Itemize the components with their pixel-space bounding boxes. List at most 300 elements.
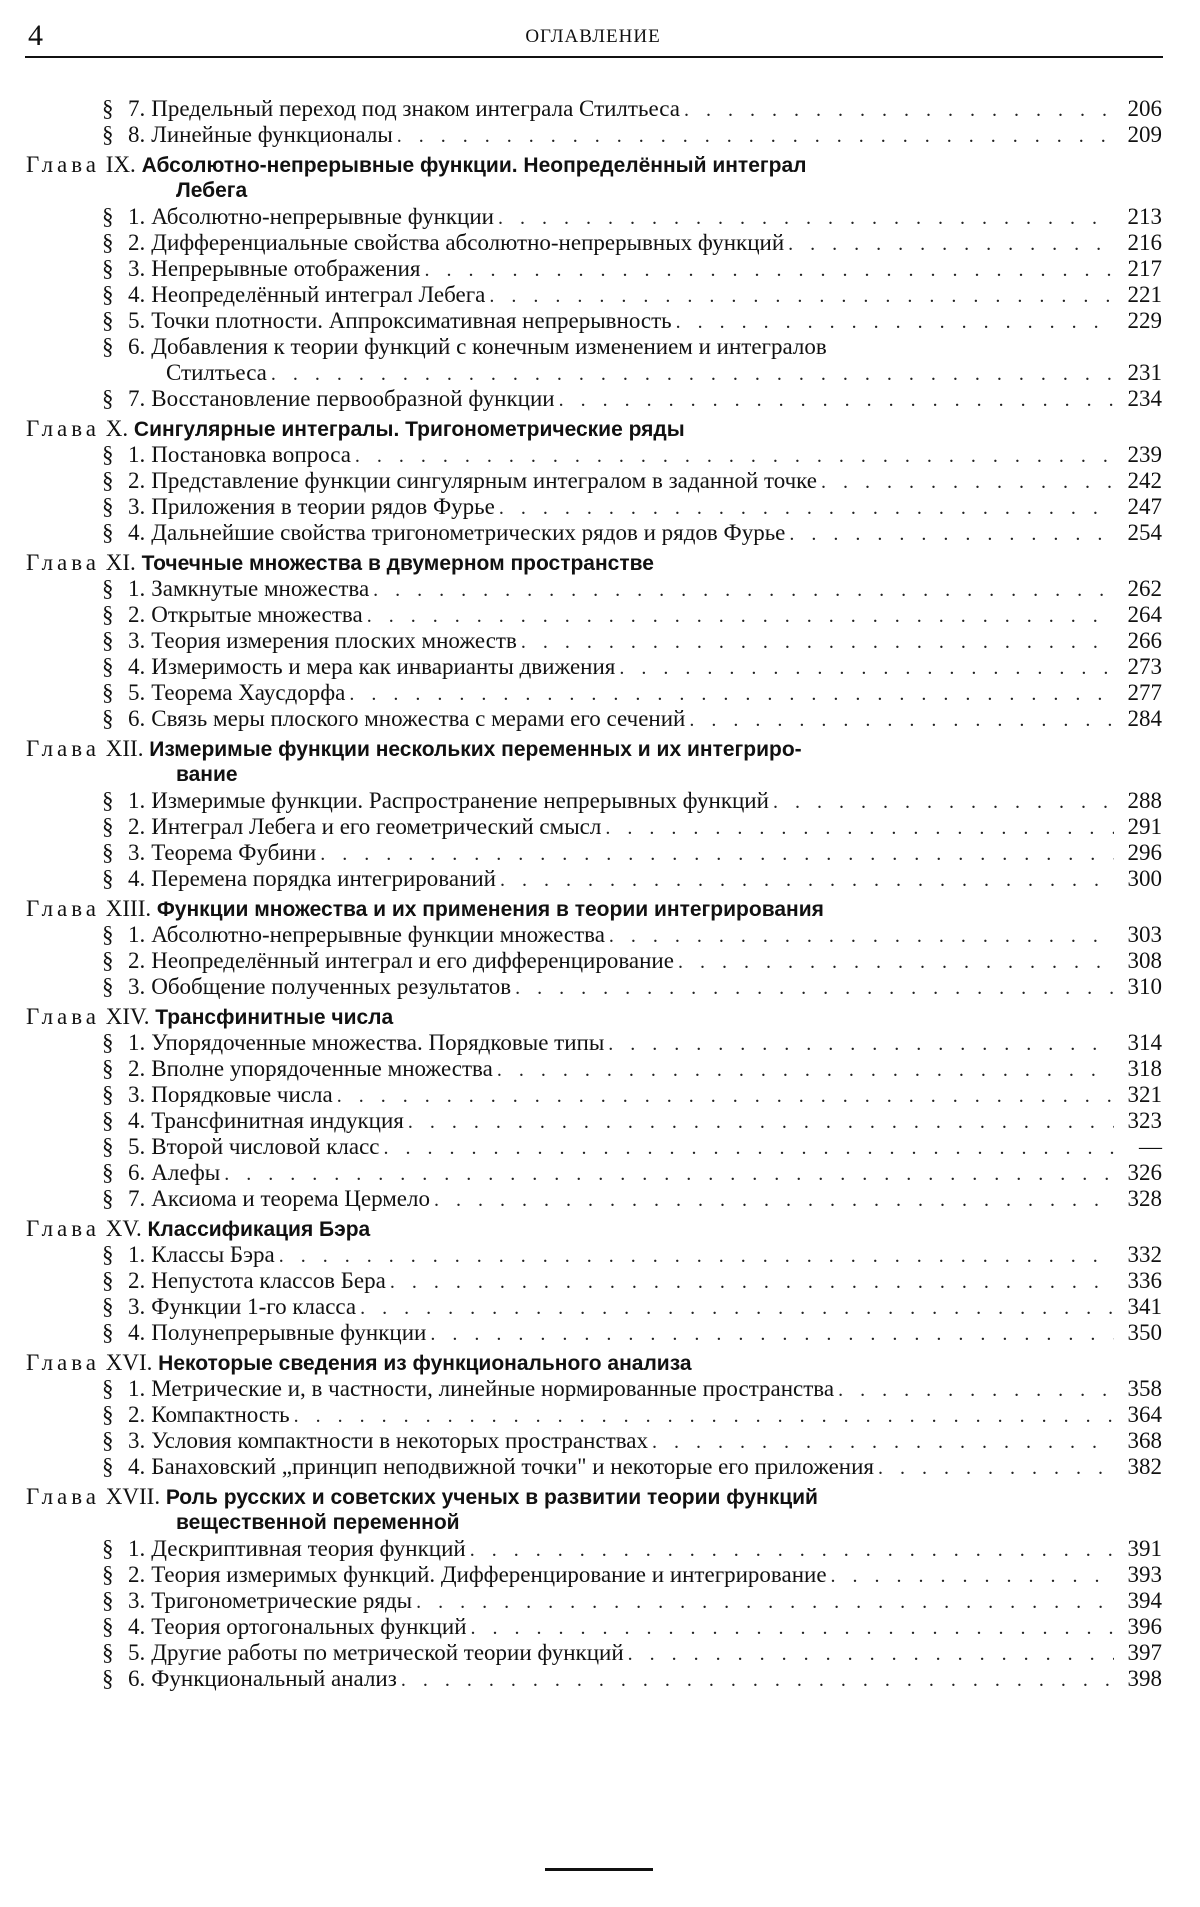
toc-entry	[26, 1402, 1162, 1428]
section-number: 1.	[128, 1030, 146, 1055]
page-number: 4	[28, 19, 43, 52]
chapter-label: Глава	[26, 1350, 101, 1375]
page-reference: 308	[1127, 948, 1162, 973]
page-reference: 336	[1127, 1268, 1162, 1293]
page-reference: 284	[1127, 706, 1162, 731]
dot-leader	[373, 577, 1114, 603]
dot-leader	[497, 1057, 1114, 1083]
page-reference: 300	[1127, 866, 1162, 891]
dot-leader	[789, 521, 1114, 547]
section-title: Интеграл Лебега и его геометрический смысл	[151, 814, 602, 839]
dot-leader	[360, 1295, 1114, 1321]
section-title: Теория ортогональных функций	[151, 1614, 467, 1639]
toc-entry	[26, 308, 1162, 334]
chapter-number: IX.	[105, 152, 136, 177]
section-title: Алефы	[151, 1160, 221, 1185]
page-reference: 364	[1127, 1402, 1162, 1427]
section-sign: §	[102, 628, 114, 653]
section-title: Дифференциальные свойства абсолютно-непрерывных функций	[151, 230, 785, 255]
section-sign: §	[102, 840, 114, 865]
page-reference: 273	[1127, 654, 1162, 679]
section-sign: §	[102, 230, 114, 255]
section-title: Перемена порядка интегрирований	[151, 866, 496, 891]
chapter-title: Некоторые сведения из функционального анализа	[158, 1352, 692, 1375]
page-reference: 326	[1127, 1160, 1162, 1185]
section-number: 4.	[128, 866, 146, 891]
section-sign: §	[102, 974, 114, 999]
dot-leader	[408, 1109, 1114, 1135]
section-number: 8.	[128, 122, 146, 147]
dot-leader	[384, 1135, 1115, 1161]
chapter-number: XIV.	[105, 1004, 150, 1029]
page-reference: 332	[1127, 1242, 1162, 1267]
section-title: Открытые множества	[151, 602, 363, 627]
section-title: Функциональный анализ	[151, 1666, 397, 1691]
section-sign: §	[102, 256, 114, 281]
section-sign: §	[102, 1454, 114, 1479]
toc-entry	[26, 866, 1162, 892]
chapter-number: X.	[105, 416, 129, 441]
section-number: 7.	[128, 96, 146, 121]
chapter-label: Глава	[26, 1004, 101, 1029]
section-number: 1.	[128, 576, 146, 601]
dot-leader	[788, 231, 1114, 257]
dot-leader	[416, 1589, 1114, 1615]
section-title: Добавления к теории функций с конечным изменением и интегралов	[151, 334, 827, 359]
dot-leader	[355, 443, 1114, 469]
chapter-title: Роль русских и советских ученых в развитии теории функций	[165, 1486, 818, 1509]
section-number: 2.	[128, 948, 146, 973]
section-number: 1.	[128, 1376, 146, 1401]
section-sign: §	[102, 922, 114, 947]
section-title: Второй числовой класс	[151, 1134, 380, 1159]
section-title: Неопределённый интеграл Лебега	[151, 282, 486, 307]
section-number: 4.	[128, 1454, 146, 1479]
chapter-heading	[26, 1484, 1162, 1510]
toc-entry	[26, 974, 1162, 1000]
toc-entry	[26, 96, 1162, 122]
toc-entry	[26, 230, 1162, 256]
page-reference: 396	[1127, 1614, 1162, 1639]
dot-leader	[367, 603, 1114, 629]
toc-entry	[26, 602, 1162, 628]
section-number: 2.	[128, 1562, 146, 1587]
section-title: Компактность	[151, 1402, 290, 1427]
chapter-heading	[26, 1350, 1162, 1376]
chapter-title-continued: вание	[176, 763, 238, 786]
toc-entry	[26, 1320, 1162, 1346]
section-number: 1.	[128, 1242, 146, 1267]
dot-leader	[430, 1321, 1114, 1347]
section-title: Представление функции сингулярным интегралом в заданной точке	[151, 468, 817, 493]
section-sign: §	[102, 1056, 114, 1081]
page-reference: 264	[1127, 602, 1162, 627]
section-sign: §	[102, 602, 114, 627]
dot-leader	[320, 841, 1114, 867]
section-number: 6.	[128, 706, 146, 731]
dot-leader	[831, 1563, 1114, 1589]
dot-leader	[821, 469, 1114, 495]
section-number: 4.	[128, 1108, 146, 1133]
section-number: 1.	[128, 204, 146, 229]
footer-rule	[545, 1868, 653, 1871]
toc-entry	[26, 1030, 1162, 1056]
section-number: 1.	[128, 442, 146, 467]
toc-entry	[26, 256, 1162, 282]
toc-entry	[26, 468, 1162, 494]
section-number: 1.	[128, 788, 146, 813]
dot-leader	[349, 681, 1114, 707]
page-reference: 350	[1127, 1320, 1162, 1345]
section-title: Абсолютно-непрерывные функции множества	[151, 922, 605, 947]
section-sign: §	[102, 468, 114, 493]
page-reference: 239	[1127, 442, 1162, 467]
header-rule	[25, 56, 1163, 58]
section-sign: §	[102, 1242, 114, 1267]
section-sign: §	[102, 866, 114, 891]
section-sign: §	[102, 442, 114, 467]
section-number: 5.	[128, 680, 146, 705]
chapter-number: XVI.	[105, 1350, 153, 1375]
toc-entry	[26, 788, 1162, 814]
dot-leader	[390, 1269, 1114, 1295]
dot-leader	[605, 815, 1114, 841]
dot-leader	[689, 707, 1114, 733]
page-reference: 254	[1127, 520, 1162, 545]
page-reference: 242	[1127, 468, 1162, 493]
toc-entry	[26, 1376, 1162, 1402]
section-sign: §	[102, 1640, 114, 1665]
chapter-label: Глава	[26, 152, 101, 177]
chapter-heading	[26, 736, 1162, 762]
section-sign: §	[102, 1268, 114, 1293]
chapter-heading	[26, 1004, 1162, 1030]
section-number: 5.	[128, 1640, 146, 1665]
chapter-label: Глава	[26, 416, 101, 441]
toc-entry	[26, 1614, 1162, 1640]
page-reference: 394	[1127, 1588, 1162, 1613]
section-title: Функции 1-го класса	[151, 1294, 357, 1319]
section-title: Постановка вопроса	[151, 442, 351, 467]
page-reference: 229	[1127, 308, 1162, 333]
page-reference: 221	[1127, 282, 1162, 307]
toc-entry	[26, 1134, 1162, 1160]
section-title: Трансфинитная индукция	[151, 1108, 404, 1133]
section-title: Другие работы по метрической теории функций	[151, 1640, 624, 1665]
dot-leader	[397, 123, 1114, 149]
page-reference: 321	[1127, 1082, 1162, 1107]
section-title: Обобщение полученных результатов	[151, 974, 512, 999]
chapter-label: Глава	[26, 550, 101, 575]
section-sign: §	[102, 1134, 114, 1159]
section-title: Приложения в теории рядов Фурье	[151, 494, 495, 519]
section-number: 3.	[128, 840, 146, 865]
page-reference: 262	[1127, 576, 1162, 601]
section-number: 4.	[128, 654, 146, 679]
section-sign: §	[102, 96, 114, 121]
section-title: Аксиома и теорема Цермело	[151, 1186, 430, 1211]
section-title: Восстановление первообразной функции	[151, 386, 555, 411]
chapter-number: XIII.	[105, 896, 152, 921]
toc-entry	[26, 1242, 1162, 1268]
toc-entry	[26, 1666, 1162, 1692]
section-title: Теорема Фубини	[151, 840, 317, 865]
dot-leader	[500, 867, 1114, 893]
toc-entry	[26, 494, 1162, 520]
toc-entry	[26, 1056, 1162, 1082]
chapter-number: XII.	[105, 736, 144, 761]
dot-leader	[608, 1031, 1114, 1057]
chapter-title: Функции множества и их применения в теории интегрирования	[156, 898, 824, 921]
toc-entry	[26, 1588, 1162, 1614]
section-number: 4.	[128, 1614, 146, 1639]
section-title: Порядковые числа	[151, 1082, 333, 1107]
page-reference: 323	[1127, 1108, 1162, 1133]
toc-entry	[26, 840, 1162, 866]
section-title: Метрические и, в частности, линейные нормированные пространства	[151, 1376, 835, 1401]
page-reference: 328	[1127, 1186, 1162, 1211]
section-sign: §	[102, 308, 114, 333]
section-sign: §	[102, 948, 114, 973]
page-reference: 391	[1127, 1536, 1162, 1561]
page-reference: 216	[1127, 230, 1162, 255]
section-sign: §	[102, 706, 114, 731]
section-sign: §	[102, 1562, 114, 1587]
page-reference: 314	[1127, 1030, 1162, 1055]
section-sign: §	[102, 204, 114, 229]
toc-entry	[26, 442, 1162, 468]
dot-leader	[337, 1083, 1114, 1109]
dot-leader	[521, 629, 1114, 655]
toc-entry	[26, 1428, 1162, 1454]
page-reference: 296	[1127, 840, 1162, 865]
section-number: 4.	[128, 520, 146, 545]
toc-entry	[26, 1536, 1162, 1562]
page-reference: 277	[1127, 680, 1162, 705]
chapter-heading	[26, 896, 1162, 922]
section-sign: §	[102, 122, 114, 147]
toc-entry	[26, 386, 1162, 412]
dot-leader	[471, 1615, 1114, 1641]
toc-entry	[26, 520, 1162, 546]
page-reference: 291	[1127, 814, 1162, 839]
section-number: 2.	[128, 1402, 146, 1427]
section-number: 3.	[128, 974, 146, 999]
section-title: Условия компактности в некоторых пространствах	[151, 1428, 648, 1453]
chapter-heading	[26, 550, 1162, 576]
section-number: 3.	[128, 1428, 146, 1453]
dot-leader	[424, 257, 1114, 283]
section-sign: §	[102, 788, 114, 813]
chapter-label: Глава	[26, 1216, 101, 1241]
page-reference: 318	[1127, 1056, 1162, 1081]
dot-leader	[838, 1377, 1114, 1403]
page-reference: 310	[1127, 974, 1162, 999]
chapter-title-continued: Лебега	[176, 179, 248, 202]
toc-entry	[26, 1160, 1162, 1186]
table-of-contents	[26, 96, 1162, 1692]
page-reference: 382	[1127, 1454, 1162, 1479]
section-number: 6.	[128, 1160, 146, 1185]
dot-leader	[609, 923, 1114, 949]
dot-leader	[271, 361, 1114, 387]
chapter-title: Классификация Бэра	[147, 1218, 371, 1241]
dot-leader	[619, 655, 1114, 681]
section-title: Тригонометрические ряды	[151, 1588, 413, 1613]
chapter-title: Абсолютно-непрерывные функции. Неопределённый интеграл	[141, 154, 807, 177]
section-number: 2.	[128, 1056, 146, 1081]
toc-entry	[26, 1082, 1162, 1108]
dot-leader	[470, 1537, 1114, 1563]
section-number: 2.	[128, 1268, 146, 1293]
section-sign: §	[102, 282, 114, 307]
section-number: 5.	[128, 308, 146, 333]
dot-leader	[652, 1429, 1114, 1455]
section-sign: §	[102, 334, 114, 359]
section-number: 7.	[128, 1186, 146, 1211]
page-reference: 398	[1127, 1666, 1162, 1691]
dot-leader	[401, 1667, 1114, 1693]
toc-entry	[26, 1186, 1162, 1212]
section-number: 6.	[128, 334, 146, 359]
dot-leader	[628, 1641, 1114, 1667]
toc-entry	[26, 1294, 1162, 1320]
toc-entry	[26, 1108, 1162, 1134]
section-title: Неопределённый интеграл и его дифференцирование	[151, 948, 674, 973]
section-title: Упорядоченные множества. Порядковые типы	[151, 1030, 605, 1055]
dot-leader	[498, 205, 1114, 231]
chapter-number: XV.	[105, 1216, 142, 1241]
section-title: Дескриптивная теория функций	[151, 1536, 466, 1561]
section-number: 3.	[128, 1082, 146, 1107]
chapter-heading	[26, 1216, 1162, 1242]
chapter-label: Глава	[26, 1484, 101, 1509]
chapter-title-continued: вещественной переменной	[176, 1511, 460, 1534]
section-number: 3.	[128, 1588, 146, 1613]
section-number: 2.	[128, 814, 146, 839]
toc-entry-continued	[26, 360, 1162, 386]
page-reference: 247	[1127, 494, 1162, 519]
section-number: 1.	[128, 1536, 146, 1561]
page-reference: 234	[1127, 386, 1162, 411]
page-reference: 213	[1127, 204, 1162, 229]
section-number: 6.	[128, 1666, 146, 1691]
chapter-title: Измеримые функции нескольких переменных и их интегриро-	[149, 738, 802, 761]
section-sign: §	[102, 1030, 114, 1055]
section-title: Предельный переход под знаком интеграла Стилтьеса	[151, 96, 680, 121]
section-title: Вполне упорядоченные множества	[151, 1056, 493, 1081]
dot-leader	[676, 309, 1114, 335]
toc-entry	[26, 948, 1162, 974]
toc-entry	[26, 1640, 1162, 1666]
page-reference: 209	[1127, 122, 1162, 147]
page-reference: 341	[1127, 1294, 1162, 1319]
section-sign: §	[102, 1294, 114, 1319]
section-sign: §	[102, 386, 114, 411]
toc-entry	[26, 654, 1162, 680]
page-reference: 397	[1127, 1640, 1162, 1665]
toc-entry	[26, 282, 1162, 308]
dot-leader	[773, 789, 1114, 815]
dot-leader	[878, 1455, 1114, 1481]
page-reference: 266	[1127, 628, 1162, 653]
section-title: Связь меры плоского множества с мерами его сечений	[151, 706, 686, 731]
section-sign: §	[102, 1108, 114, 1133]
section-sign: §	[102, 520, 114, 545]
toc-entry	[26, 706, 1162, 732]
section-title: Классы Бэра	[151, 1242, 275, 1267]
section-number: 4.	[128, 1320, 146, 1345]
chapter-title: Сингулярные интегралы. Тригонометрические ряды	[133, 418, 685, 441]
chapter-label: Глава	[26, 896, 101, 921]
chapter-number: XVII.	[105, 1484, 161, 1509]
section-number: 5.	[128, 1134, 146, 1159]
dot-leader	[279, 1243, 1114, 1269]
section-sign: §	[102, 494, 114, 519]
section-title: Полунепрерывные функции	[151, 1320, 427, 1345]
section-title: Измеримость и мера как инварианты движения	[151, 654, 616, 679]
dot-leader	[515, 975, 1114, 1001]
page-reference: 358	[1127, 1376, 1162, 1401]
section-sign: §	[102, 1376, 114, 1401]
dot-leader	[678, 949, 1114, 975]
section-number: 3.	[128, 1294, 146, 1319]
chapter-heading	[26, 152, 1162, 178]
toc-entry	[26, 576, 1162, 602]
section-title: Дальнейшие свойства тригонометрических рядов и рядов Фурье	[151, 520, 786, 545]
section-sign: §	[102, 1588, 114, 1613]
section-title-continued: Стилтьеса	[166, 360, 267, 385]
section-sign: §	[102, 1402, 114, 1427]
dot-leader	[684, 97, 1114, 123]
toc-entry	[26, 1454, 1162, 1480]
section-title: Непустота классов Бера	[151, 1268, 386, 1293]
section-number: 4.	[128, 282, 146, 307]
section-number: 3.	[128, 628, 146, 653]
section-number: 1.	[128, 922, 146, 947]
section-number: 7.	[128, 386, 146, 411]
toc-entry	[26, 922, 1162, 948]
section-sign: §	[102, 654, 114, 679]
dot-leader	[559, 387, 1114, 413]
chapter-number: XI.	[105, 550, 136, 575]
section-sign: §	[102, 576, 114, 601]
section-number: 2.	[128, 230, 146, 255]
section-sign: §	[102, 1536, 114, 1561]
section-title: Банаховский „принцип неподвижной точки" и некоторые его приложения	[151, 1454, 874, 1479]
section-title: Непрерывные отображения	[151, 256, 421, 281]
page-reference: 303	[1127, 922, 1162, 947]
section-number: 2.	[128, 602, 146, 627]
section-number: 3.	[128, 494, 146, 519]
toc-entry	[26, 334, 1162, 360]
section-title: Теория измерения плоских множеств	[151, 628, 517, 653]
dot-leader	[434, 1187, 1114, 1213]
section-number: 2.	[128, 468, 146, 493]
section-number: 3.	[128, 256, 146, 281]
section-sign: §	[102, 814, 114, 839]
section-sign: §	[102, 680, 114, 705]
page-reference: 206	[1127, 96, 1162, 121]
section-title: Абсолютно-непрерывные функции	[151, 204, 494, 229]
section-title: Линейные функционалы	[151, 122, 393, 147]
section-title: Теория измеримых функций. Дифференцирование и интегрирование	[151, 1562, 827, 1587]
dot-leader	[499, 495, 1114, 521]
page-reference: 288	[1127, 788, 1162, 813]
toc-entry	[26, 1268, 1162, 1294]
toc-entry	[26, 814, 1162, 840]
section-sign: §	[102, 1160, 114, 1185]
